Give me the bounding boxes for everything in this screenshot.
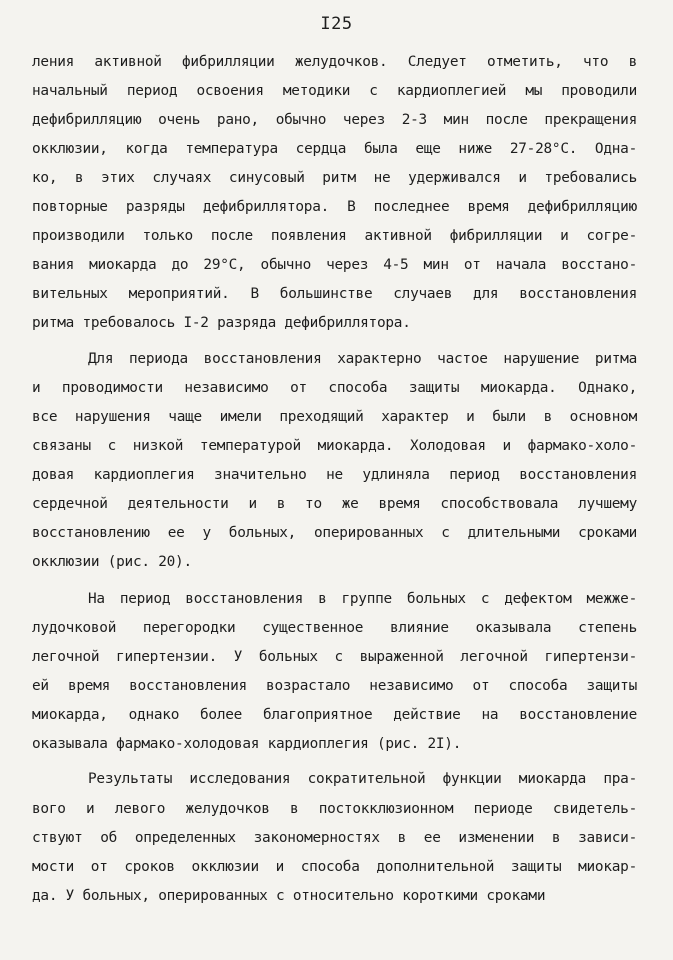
text-line: миокарда, однако более благоприятное действие на восстановление (32, 707, 637, 723)
paragraph-first-line: Для периода восстановления характерно частое нарушение ритма (88, 351, 637, 367)
text-line: ей время восстановления возрастало независимо от способа защиты (32, 678, 637, 694)
text-line: производили только после появления активной фибрилляции и согре- (32, 228, 637, 244)
text-line: повторные разряды дефибриллятора. В последнее время дефибрилляцию (32, 199, 637, 215)
text-line: да. У больных, оперированных с относительно короткими сроками (32, 888, 546, 904)
text-line: вания миокарда до 29°С, обычно через 4-5 мин от начала восстано- (32, 257, 637, 273)
text-line: дефибрилляцию очень рано, обычно через 2-3 мин после прекращения (32, 112, 637, 128)
text-line: окклюзии, когда температура сердца была еще ниже 27-28°С. Одна- (32, 141, 637, 157)
text-line: связаны с низкой температурой миокарда. Холодовая и фармако-холо- (32, 438, 637, 454)
text-line: легочной гипертензии. У больных с выраженной легочной гипертензи- (32, 649, 637, 665)
text-line: мости от сроков окклюзии и способа дополнительной защиты миокар- (32, 859, 637, 875)
text-line: вого и левого желудочков в постокклюзионном периоде свидетель- (32, 801, 637, 817)
text-line: окклюзии (рис. 20). (32, 554, 192, 570)
page-number: I25 (320, 14, 353, 34)
text-line: оказывала фармако-холодовая кардиоплегия (рис. 2I). (32, 736, 462, 752)
text-line: восстановлению ее у больных, оперированных с длительными сроками (32, 525, 637, 541)
text-line: ко, в этих случаях синусовый ритм не удерживался и требовались (32, 170, 637, 186)
paragraph-first-line: Результаты исследования сократительной функции миокарда пра- (88, 771, 637, 787)
text-line: вительных мероприятий. В большинстве случаев для восстановления (32, 286, 637, 302)
text-line: ления активной фибрилляции желудочков. Следует отметить, что в (32, 54, 637, 70)
paragraph-first-line: На период восстановления в группе больных с дефектом межже- (88, 591, 637, 607)
text-line: лудочковой перегородки существенное влияние оказывала степень (32, 620, 637, 636)
text-line: довая кардиоплегия значительно не удлиняла период восстановления (32, 467, 637, 483)
text-line: сердечной деятельности и в то же время способствовала лучшему (32, 496, 637, 512)
text-line: и проводимости независимо от способа защиты миокарда. Однако, (32, 380, 637, 396)
text-line: начальный период освоения методики с кардиоплегией мы проводили (32, 83, 637, 99)
text-line: все нарушения чаще имели преходящий характер и были в основном (32, 409, 637, 425)
text-line: ствуют об определенных закономерностях в ее изменении в зависи- (32, 830, 637, 846)
text-line: ритма требовалось I-2 разряда дефибриллятора. (32, 315, 411, 331)
